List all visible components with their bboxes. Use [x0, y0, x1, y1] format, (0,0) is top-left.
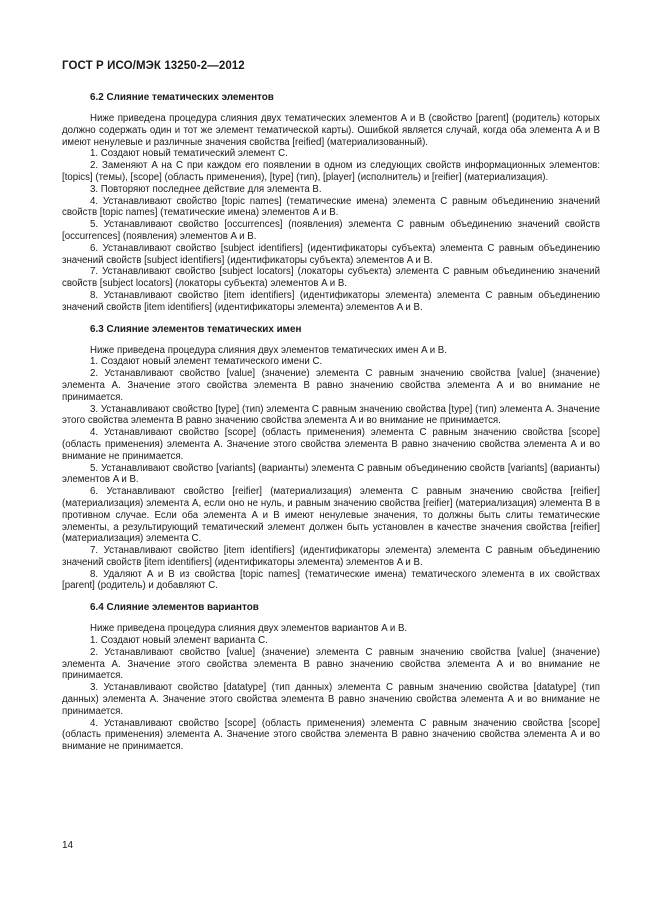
list-item: 7. Устанавливают свойство [subject locators] (локаторы субъекта) элемента C равным объединению значений свойств [subject locators] (локаторы субъекта) элементов A и B. — [62, 266, 600, 290]
list-item: 5. Устанавливают свойство [occurrences] (появления) элемента C равным объединению значений свойств [occurrences] (появления) элементов A и B. — [62, 219, 600, 242]
section-heading-6-2: 6.2 Слияние тематических элементов — [90, 92, 274, 103]
list-item: 7. Устанавливают свойство [item identifiers] (идентификаторы элемента) элемента C равным объединению значений свойств [item identifiers] (идентификаторы элемента) элементов A и B. — [62, 545, 600, 568]
list-item: 2. Заменяют A на C при каждом его появлении в одном из следующих свойств информационных элементов: [topics] (темы), [scope] (область применения), [type] (тип), [player] (исполнитель) и [reifier] (материализация). — [62, 160, 600, 183]
list-item: 8. Удаляют A и B из свойства [topic names] (тематические имена) тематического элемента в их свойствах [parent] (родитель) и добавляют C. — [62, 568, 600, 592]
list-item: 6. Устанавливают свойство [subject identifiers] (идентификаторы субъекта) элемента C равным объединению значений свойств [subject identifiers] (идентификаторы субъекта) элементов A и B. — [62, 242, 600, 266]
paragraph: Ниже приведена процедура слияния двух тематических элементов A и B (свойство [parent] (родитель) которых должно содержать один и тот же элемент тематической карты). Ошибкой является случай, когда оба элемента A и B имеют ненулевые и различные значения свойства [reified] (материализованный). — [62, 113, 600, 148]
list-item: 4. Устанавливают свойство [scope] (область применения) элемента C равным значению свойства [scope] (область применения) элемента A. Значение этого свойства элемента B равно значению свойства элемента A и во внимание не принимается. — [62, 427, 600, 462]
list-item: 3. Повторяют последнее действие для элемента B. — [90, 183, 322, 195]
list-item: 4. Устанавливают свойство [scope] (область применения) элемента C равным значению свойства [scope] (область применения) элемента A. Значение этого свойства элемента B равно значению свойства элемента A и во внимание не принимается. — [62, 717, 600, 753]
list-item: 1. Создают новый элемент варианта C. — [90, 635, 268, 647]
list-item: 3. Устанавливают свойство [type] (тип) элемента C равным значению свойства [type] (тип) элемента A. Значение этого свойства элемента B равно значению свойства элемента A и во внимание не принимается. — [62, 403, 600, 427]
document-header: ГОСТ Р ИСО/МЭК 13250-2—2012 — [62, 60, 245, 72]
document-body — [62, 92, 600, 753]
list-item: 5. Устанавливают свойство [variants] (варианты) элемента C равным объединению свойств [variants] (варианты) элементов A и B. — [62, 462, 600, 486]
section-heading-6-4: 6.4 Слияние элементов вариантов — [90, 602, 259, 614]
list-item: 1. Создают новый элемент тематического имени C. — [90, 356, 323, 368]
section-heading-6-3: 6.3 Слияние элементов тематических имен — [90, 323, 302, 335]
paragraph: Ниже приведена процедура слияния двух элементов вариантов A и B. — [90, 623, 408, 635]
paragraph: Ниже приведена процедура слияния двух элементов тематических имен A и B. — [90, 344, 447, 356]
list-item: 4. Устанавливают свойство [topic names] (тематические имена) элемента C равным объединению значений свойств [topic names] (тематические имена) элементов A и B. — [62, 195, 600, 219]
list-item: 2. Устанавливают свойство [value] (значение) элемента C равным значению свойства [value] (значение) элемента A. Значение этого свойства элемента B равно значению свойства элемента A и во внимание не принимается. — [62, 368, 600, 403]
page-number: 14 — [62, 840, 74, 851]
list-item: 1. Создают новый тематический элемент C. — [90, 148, 288, 160]
list-item: 8. Устанавливают свойство [item identifiers] (идентификаторы элемента) элемента C равным объединению значений свойств [item identifiers] (идентификаторы элемента) элементов A и B. — [62, 289, 600, 313]
list-item: 3. Устанавливают свойство [datatype] (тип данных) элемента C равным значению свойства [datatype] (тип данных) элемента A. Значение этого свойства элемента B равно значению свойства элемента A и во внимание не принимается. — [62, 682, 600, 717]
list-item: 2. Устанавливают свойство [value] (значение) элемента C равным значению свойства [value] (значение) элемента A. Значение этого свойства элемента B равно значению свойства элемента A и во внимание не принимается. — [62, 646, 600, 682]
list-item: 6. Устанавливают свойство [reifier] (материализация) элемента C равным значению свойства [reifier] (материализация) элемента A, если оно не нуль, и равным значению свойства [reifier] (материализация) элемента B в противном случае. Если оба элемента A и B имеют ненулевые значения, то должны быть слиты тематические элементы, а результирующий тематический элемент должен быть установлен в качестве значения свойства [reifier] (материализация) элемента C. — [62, 486, 600, 545]
